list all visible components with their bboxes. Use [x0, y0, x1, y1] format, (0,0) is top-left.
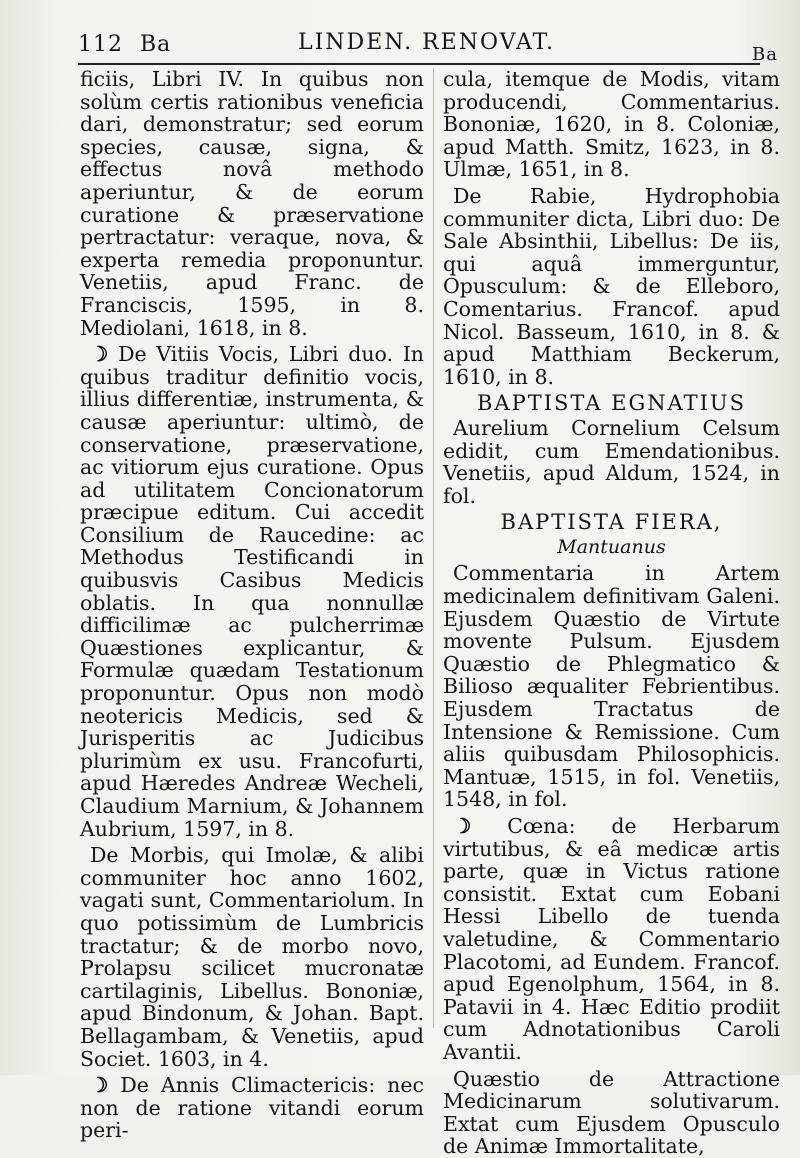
entry-de-annis-climactericis [80, 1074, 424, 1142]
entry-text: De Annis Climactericis: nec non de ratione vitandi eorum peri- [80, 1073, 424, 1143]
entry-text: Aurelium Cornelium Celsum edidit, cum Emendationibus. Venetiis, apud Aldum, 1524, in fol. [443, 415, 780, 508]
left-catchword: Ba [140, 32, 172, 57]
entry-text: cula, itemque de Modis, vitam producendi, Commentarius. Bononiæ, 1620, in 8. Coloniæ, apud Matth. Smitz, 1623, in 8. Ulmæ, 1651, in 8. [443, 67, 780, 182]
author-origin: Mantuanus [557, 535, 666, 558]
left-column [80, 67, 424, 1143]
running-header [78, 30, 780, 64]
entry-text: Cœna: de Herbarum virtutibus, & eâ medicæ artis parte, quæ in Victus ratione consistit. Extat cum Eobani Hessi Libello de tuenda valetudine, & Commentario Placotomi, ad Eundem. Francof. apud Egenolphum, 1564, in 8. Patavii in 4. Hæc Editio prodiit cum Adnotationibus Caroli Avantii. [443, 814, 780, 1064]
entry-de-rabie [443, 185, 780, 388]
right-column [443, 67, 780, 1158]
entry-veneficiis [80, 68, 424, 339]
entry-de-vitiis-vocis [80, 343, 424, 840]
column-divider [433, 68, 434, 1028]
author-heading-fiera: BAPTISTA FIERA, [500, 510, 723, 535]
entry-celsum [443, 417, 780, 507]
entry-text: ficiis, Libri IV. In quibus non solùm certis rationibus veneficia dari, demonstratur; sed eorum species, causæ, signa, & effectus novâ methodo aperiuntur, & de eorum curatione & præservatione pertractatur: veraque, nova, & experta remedia proponuntur. Venetiis, apud Franc. de Franciscis, 1595, in 8. Mediolani, 1618, in 8. [80, 67, 424, 340]
page-number: 112 [78, 32, 123, 57]
entry-continuation [443, 68, 780, 181]
crescent-mark-icon: ☽ [453, 814, 472, 838]
crescent-mark-icon: ☽ [90, 342, 109, 367]
entry-text: De Vitiis Vocis, Libri duo. In quibus traditur definitio vocis, illius differentiæ, instrumenta, & causæ aperiuntur: ultimò, de conservatione, præservatione, ac vitiorum ejus curatione. Opus ad utilitatem Concionatorum præcipue editum. Cui accedit Consilium de Raucedine: ac Methodus Testificandi in quibusvis Casibus Medicis oblatis. In qua nonnullæ difficilimæ ac pulcherrimæ Quæstiones explicantur, & Formulæ quædam Testationum proponuntur. Opus non modò neotericis Medicis, sed & Jurisperitis ac Judicibus plurimùm ex usu. Francofurti, apud Hæredes Andreæ Wecheli, Claudium Marnium, & Johannem Aubrium, 1597, in 8. [80, 342, 424, 841]
entry-commentaria [443, 562, 780, 811]
header-rule [78, 63, 760, 65]
entry-de-morbis [80, 844, 424, 1070]
entry-coena [443, 815, 780, 1064]
entry-text: Quæstio de Attractione Medicinarum solutivarum. Extat cum Ejusdem Opusculo de Animæ Immortalitate, [443, 1066, 780, 1158]
running-title: LINDEN. RENOVAT. [298, 30, 556, 55]
entry-text: De Morbis, qui Imolæ, & alibi communiter hoc anno 1602, vagati sunt, Commentariolum. In quo potissimùm de Lumbricis tractatur; & de morbo novo, Prolapsu scilicet mucronatæ cartilaginis, Libellus. Bononiæ, apud Bindonum, & Johan. Bapt. Bellagambam, & Venetiis, apud Societ. 1603, in 4. [80, 843, 424, 1071]
right-catchword: Ba [752, 44, 778, 65]
entry-text: De Rabie, Hydrophobia communiter dicta, Libri duo: De Sale Absinthii, Libellus: De iis, qui aquâ immerguntur, Opusculum: & de Elleboro, Comentarius. Francof. apud Nicol. Basseum, 1610, in 8. & apud Matthiam Beckerum, 1610, in 8. [443, 183, 780, 389]
entry-quaestio-attractione [443, 1068, 780, 1158]
author-heading-egnatius: BAPTISTA EGNATIUS [477, 391, 746, 416]
crescent-mark-icon: ☽ [90, 1073, 109, 1098]
entry-text: Commentaria in Artem medicinalem definitivam Galeni. Ejusdem Quæstio de Virtute movente Pulsum. Ejusdem Quæstio de Phlegmatico & Bilioso æqualiter Febrientibus. Ejusdem Tractatus de Intensione & Remissione. Cum aliis quibusdam Philosophicis. Mantuæ, 1515, in fol. Venetiis, 1548, in fol. [443, 561, 780, 812]
